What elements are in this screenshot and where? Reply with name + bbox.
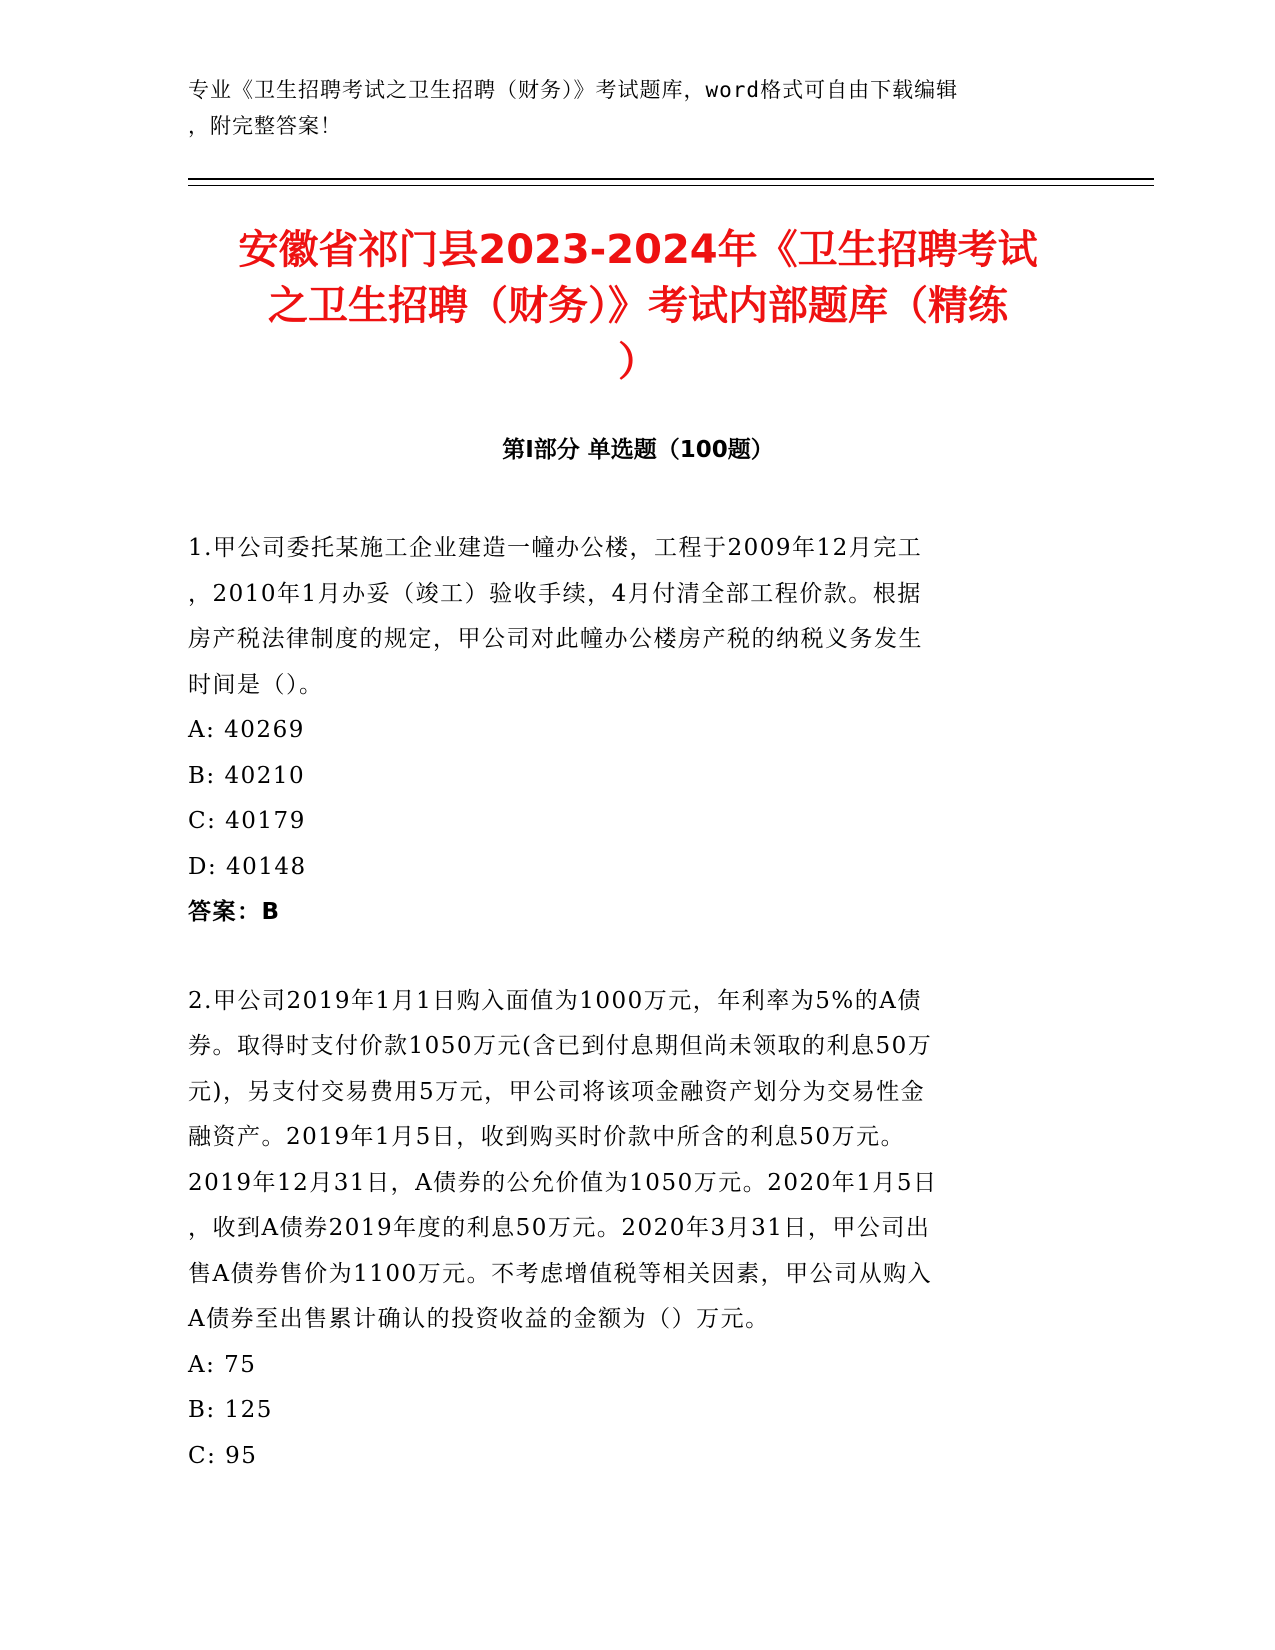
header-note xyxy=(188,72,1068,144)
question-stem-line: ，2010年1月办妥（竣工）验收手续，4月付清全部工程价款。根据 xyxy=(188,580,922,607)
question-list xyxy=(188,526,1088,1479)
question-spacer xyxy=(188,936,1088,979)
title-line: ） xyxy=(618,339,658,385)
section-heading: 第I部分 单选题（100题） xyxy=(502,437,774,463)
answer-text: 答案：B xyxy=(188,899,281,925)
title-line: 之卫生招聘（财务）》考试内部题库（精练 xyxy=(268,283,1008,329)
option-c: C: 40179 xyxy=(188,808,306,834)
option-c: C: 95 xyxy=(188,1442,258,1469)
question-stem-line: 元)，另支付交易费用5万元，甲公司将该项金融资产划分为交易性金 xyxy=(188,1078,926,1105)
question-stem-line: 融资产。2019年1月5日，收到购买时价款中所含的利息50万元。 xyxy=(188,1124,906,1150)
question-stem-line: 2019年12月31日，A债券的公允价值为1050万元。2020年1月5日 xyxy=(188,1169,938,1196)
question-stem-line: ，收到A债券2019年度的利息50万元。2020年3月31日，甲公司出 xyxy=(188,1215,931,1241)
title-line: 安徽省祁门县2023-2024年《卫生招聘考试 xyxy=(238,227,1038,273)
header-note-line: ，附完整答案！ xyxy=(188,114,342,138)
question-item xyxy=(188,526,1088,936)
question-stem-line: 券。取得时支付价款1050万元(含已到付息期但尚未领取的利息50万 xyxy=(188,1033,933,1059)
question-stem-line: 售A债券售价为1100万元。不考虑增值税等相关因素，甲公司从购入 xyxy=(188,1260,933,1287)
question-stem-line: 房产税法律制度的规定，甲公司对此幢办公楼房产税的纳税义务发生 xyxy=(188,626,923,652)
header-divider xyxy=(188,178,1154,180)
header-divider-thin xyxy=(188,185,1154,186)
question-item xyxy=(188,979,1088,1480)
header-note-line: 专业《卫生招聘考试之卫生招聘（财务）》考试题库，word格式可自由下载编辑 xyxy=(188,78,959,102)
question-stem-line: A债券至出售累计确认的投资收益的金额为（）万元。 xyxy=(188,1306,770,1332)
option-b: B: 125 xyxy=(188,1397,273,1423)
option-a: A: 75 xyxy=(188,1351,257,1378)
option-b: B: 40210 xyxy=(188,762,306,789)
question-stem-line: 2.甲公司2019年1月1日购入面值为1000万元，年利率为5%的A债 xyxy=(188,987,922,1014)
option-a: A: 40269 xyxy=(188,717,305,743)
question-stem-line: 1.甲公司委托某施工企业建造一幢办公楼，工程于2009年12月完工 xyxy=(188,535,923,561)
question-stem-line: 时间是（）。 xyxy=(188,671,324,698)
option-d: D: 40148 xyxy=(188,853,307,880)
document-title xyxy=(188,222,1088,390)
